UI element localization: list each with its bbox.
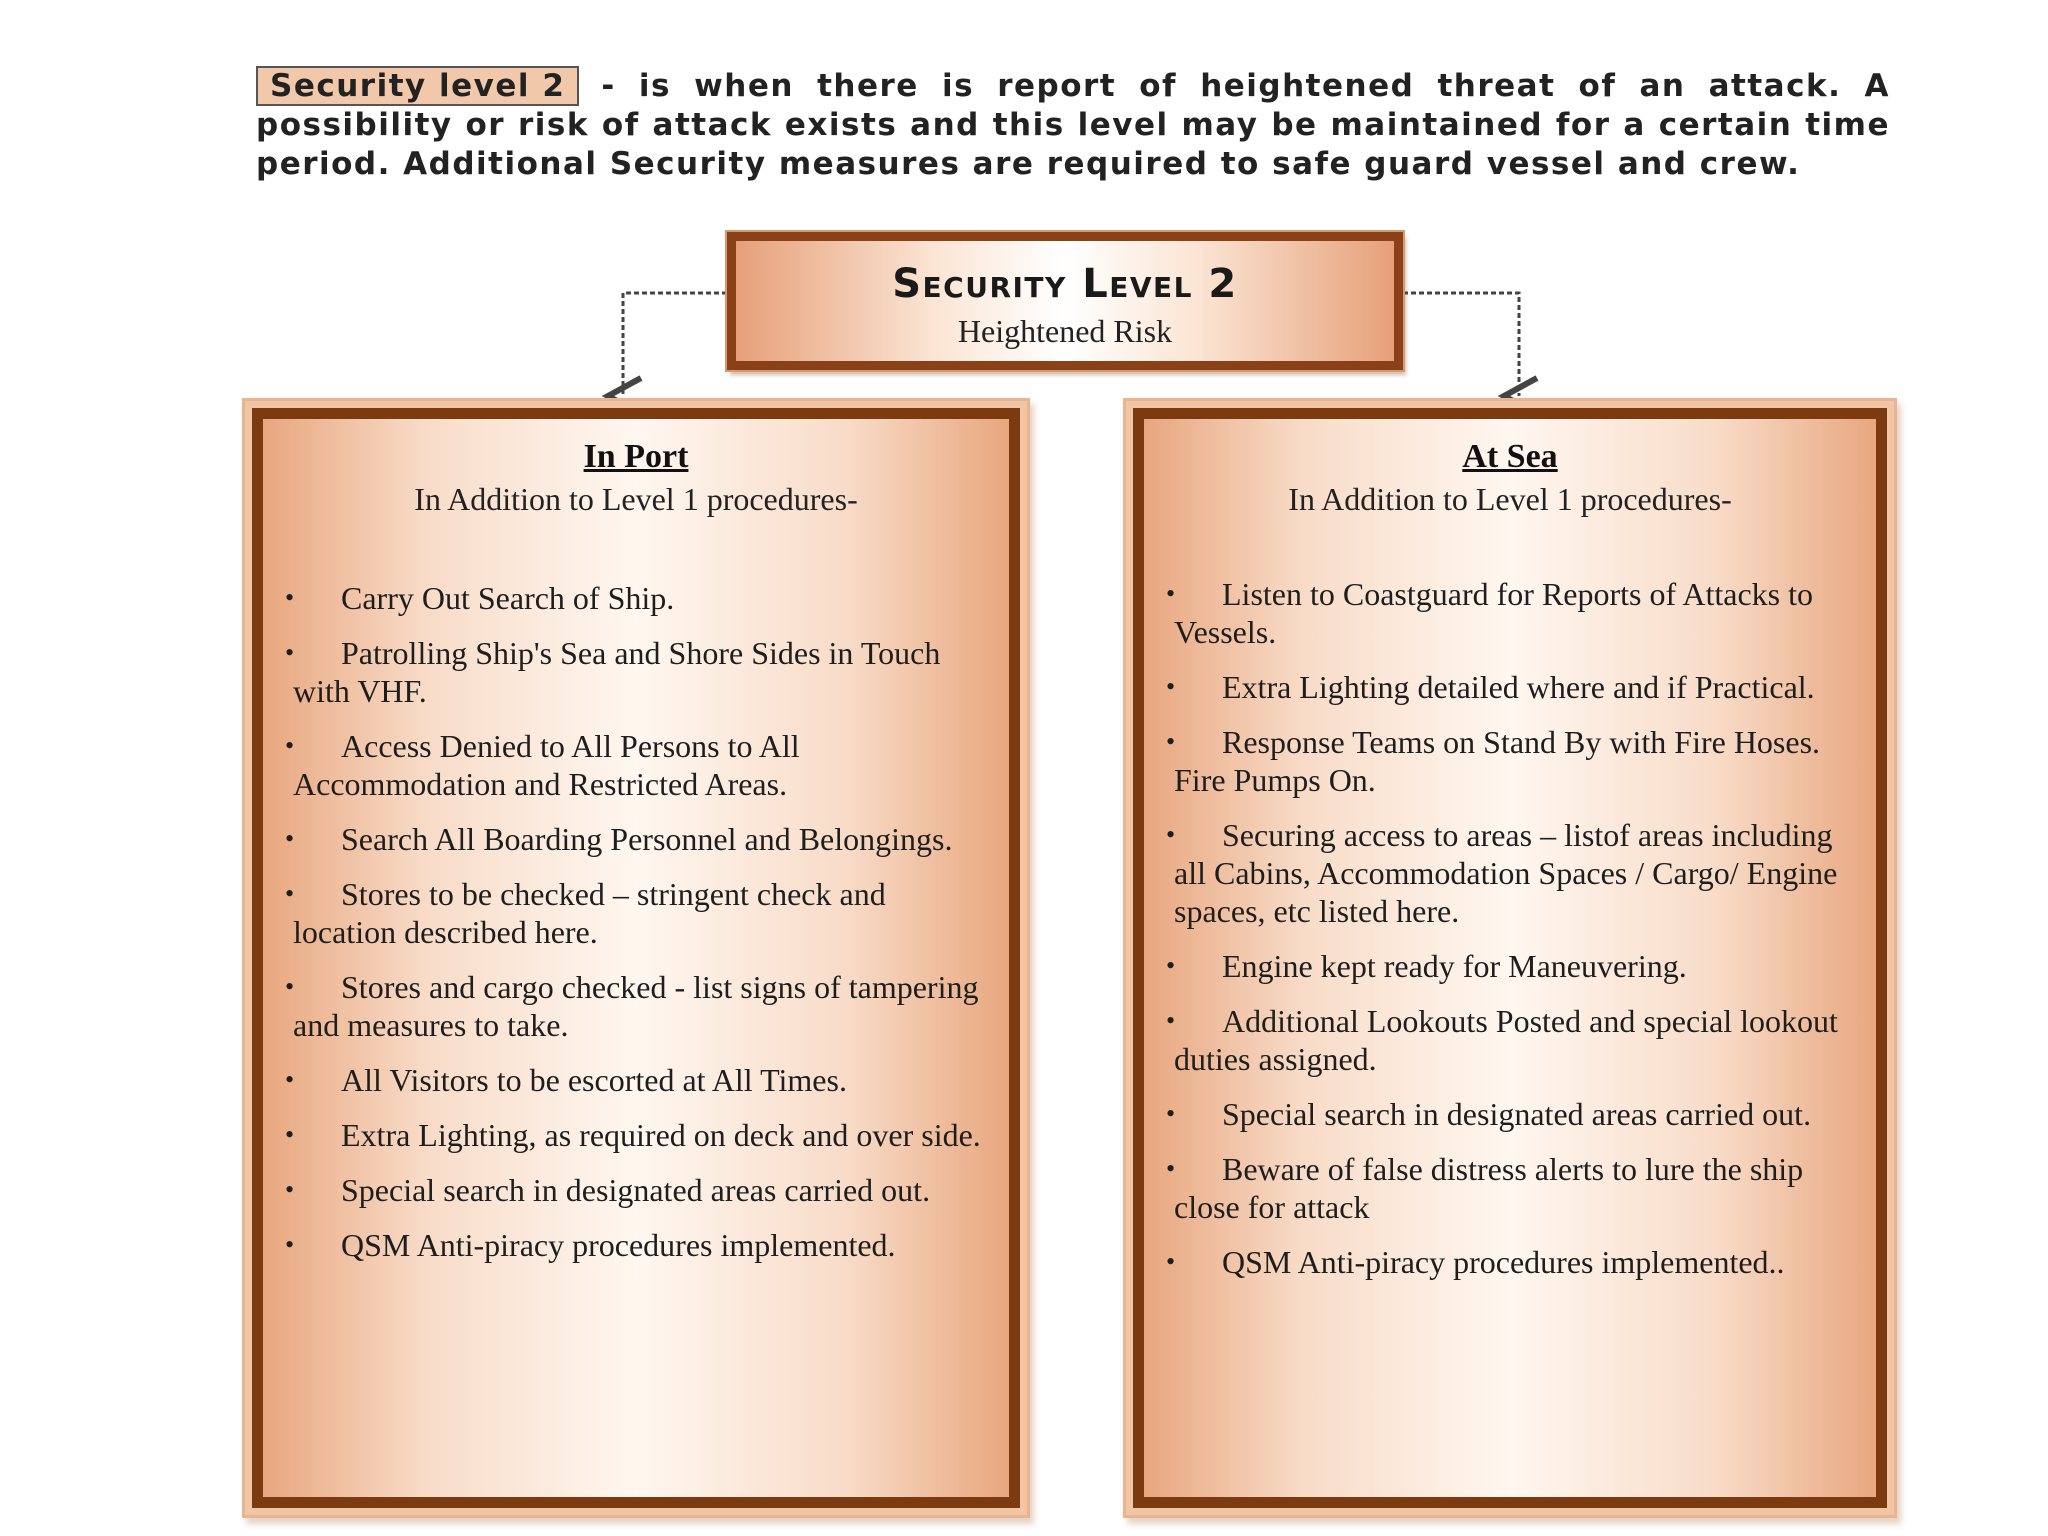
list-item: • All Visitors to be escorted at All Times. <box>293 1061 983 1099</box>
list-item: • QSM Anti-piracy procedures implemented.. <box>1174 1243 1852 1281</box>
list-item: • Search All Boarding Personnel and Belongings. <box>293 820 983 858</box>
list-item: • Listen to Coastguard for Reports of Attacks to Vessels. <box>1174 575 1852 651</box>
at-sea-panel <box>1133 408 1887 1508</box>
in-port-title: In Port <box>583 438 689 475</box>
list-item: • Extra Lighting, as required on deck and over side. <box>293 1116 983 1154</box>
intro-paragraph <box>256 66 1890 184</box>
in-port-list <box>293 579 983 1281</box>
security-level-tag: Security level 2 <box>256 66 579 106</box>
list-item: • Access Denied to All Persons to All Accommodation and Restricted Areas. <box>293 727 983 803</box>
list-item: • Stores and cargo checked - list signs of tampering and measures to take. <box>293 968 983 1044</box>
list-item: • Response Teams on Stand By with Fire Hoses. Fire Pumps On. <box>1174 723 1852 799</box>
at-sea-list <box>1174 575 1852 1298</box>
connector-left <box>623 293 727 396</box>
at-sea-title: At Sea <box>1462 438 1558 475</box>
list-item: • Additional Lookouts Posted and special lookout duties assigned. <box>1174 1002 1852 1078</box>
security-level-header-box <box>727 232 1403 370</box>
in-port-subtitle: In Addition to Level 1 procedures- <box>414 481 858 517</box>
list-item: • Beware of false distress alerts to lure the ship close for attack <box>1174 1150 1852 1226</box>
list-item: • Extra Lighting detailed where and if Practical. <box>1174 668 1852 706</box>
intro-text: - is when there is report of heightened threat of an attack. A possibility or risk of attack exists and this level may be maintained for a certain time period. Additional Security measures are required to safe guard vessel and crew. <box>256 68 1890 182</box>
list-item: • Engine kept ready for Maneuvering. <box>1174 947 1852 985</box>
header-subtitle: Heightened Risk <box>957 313 1173 349</box>
list-item: • Carry Out Search of Ship. <box>293 579 983 617</box>
list-item: • Special search in designated areas carried out. <box>293 1171 983 1209</box>
at-sea-subtitle: In Addition to Level 1 procedures- <box>1288 481 1732 517</box>
list-item: • QSM Anti-piracy procedures implemented. <box>293 1226 983 1264</box>
list-item: • Special search in designated areas carried out. <box>1174 1095 1852 1133</box>
list-item: • Patrolling Ship's Sea and Shore Sides in Touch with VHF. <box>293 634 983 710</box>
list-item: • Stores to be checked – stringent check and location described here. <box>293 875 983 951</box>
connector-right <box>1403 293 1519 396</box>
in-port-panel <box>252 408 1020 1508</box>
list-item: • Securing access to areas – listof areas including all Cabins, Accommodation Spaces / Cargo/ Engine spaces, etc listed here. <box>1174 816 1852 930</box>
header-title: Security Level 2 <box>892 261 1238 307</box>
